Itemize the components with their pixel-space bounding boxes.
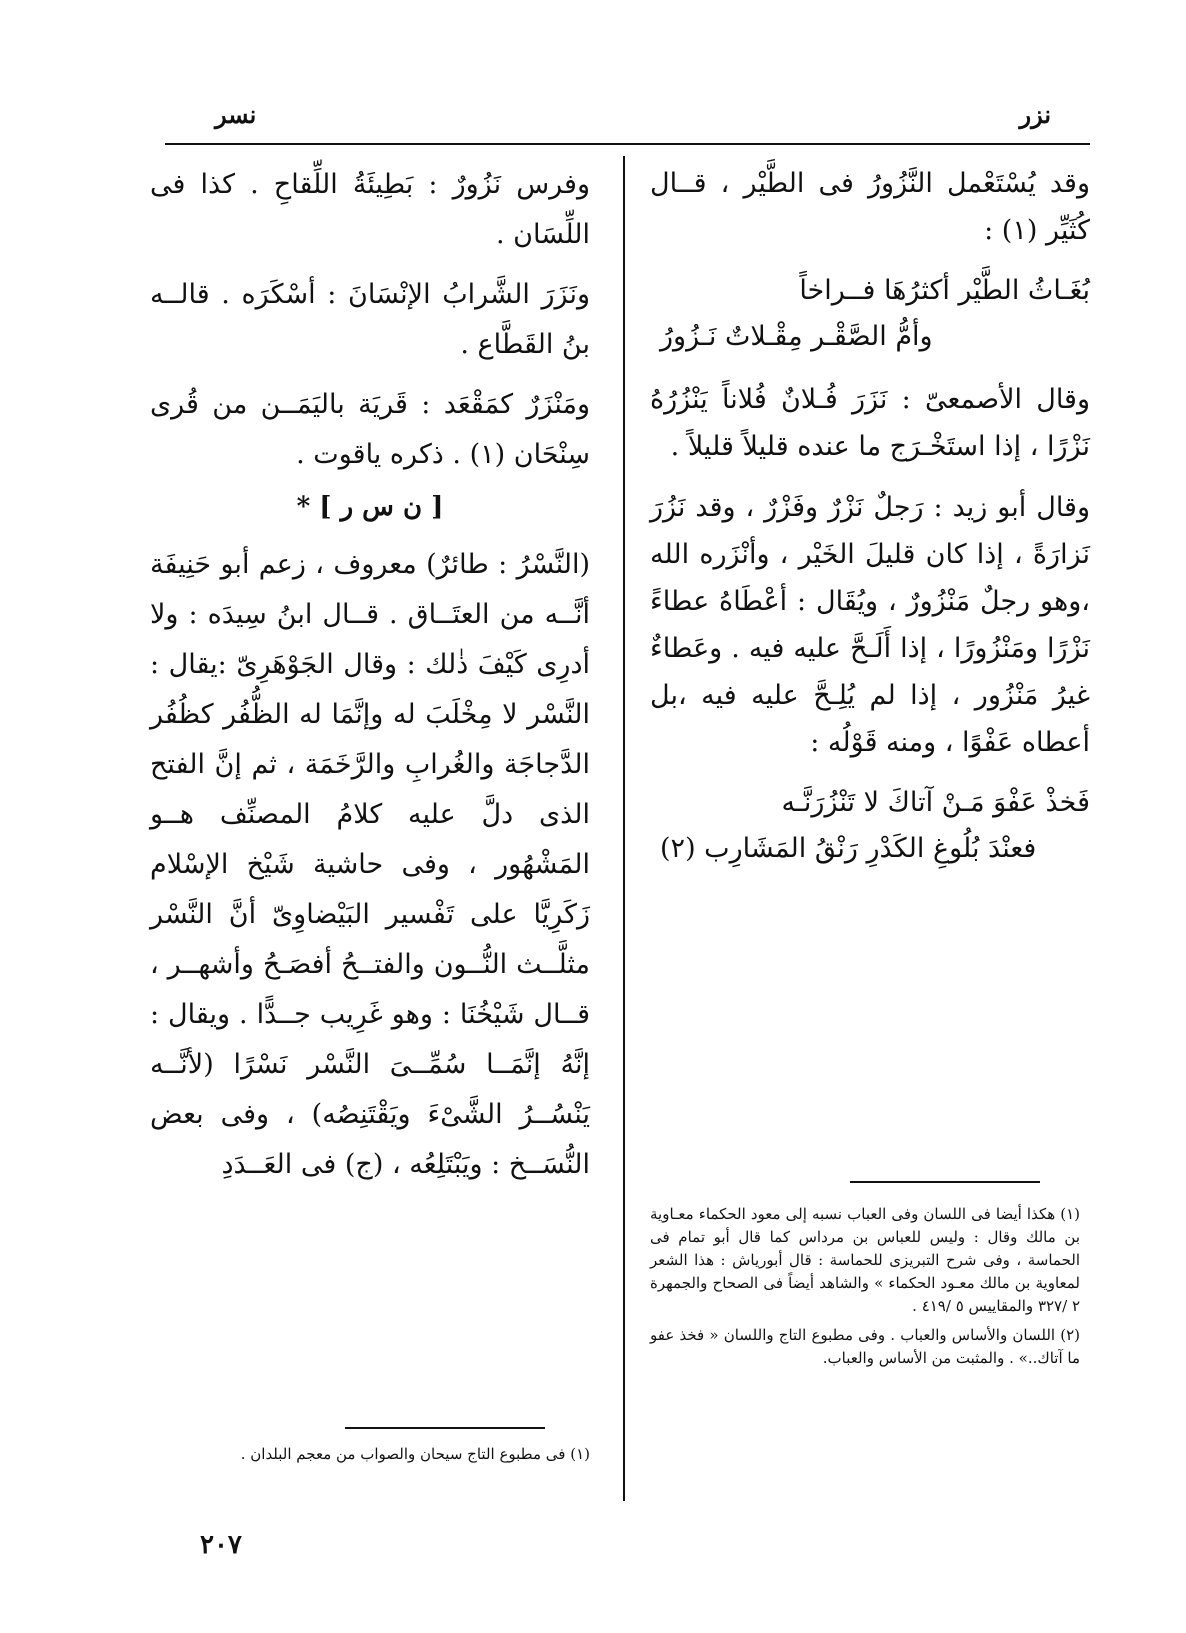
paragraph: ومَنْزَرٌ كمَقْعَد : قَريَة باليَمَــن من قُرى سِنْحَان (١) . ذكره ياقوت . [150,389,590,470]
column-divider [623,156,625,1501]
page-number: ٢٠٧ [200,1530,242,1560]
paragraph: وقد يُسْتَعْمل النَّزُورُ فى الطَّيْر ، قــال كُثَيِّر (١) : [650,168,1090,246]
paragraph: وقال الأصمعىّ : نَزَرَ فُـلانٌ فُلاناً يَنْزُرُهُ نَزْرًا ، إذا استَخْـرَج ما عنده قليلاً قليلاً . [650,384,1090,462]
footnote: (٢) اللسان والأساس والعباب . وفى مطبوع التاج واللسان « فخذ عفو ما آتاك..» . والمثبت من الأساس والعباب. [650,1326,1080,1367]
verse-line: فعنْدَ بُلُوغِ الكَدْرِ رَنْقُ المَشَارِب (٢) [660,833,1037,864]
footnote: (١) فى مطبوع التاج سيحان والصواب من معجم البلدان . [240,1445,590,1463]
header-rule [165,143,1090,145]
paragraph: ونَزَرَ الشَّرابُ الإنْسَانَ : أسْكَرَه . قالــه بنُ القَطَّاع . [150,279,590,360]
paragraph: (النَّسْرُ : طائرٌ) معروف ، زعم أبو حَنِيفَة أنَّــه من العتَــاق . قــال ابنُ سِيدَه : ولا أدرِى كَيْفَ ذٰلك : وقال الجَوْهَرِىّ :يقال : النَّسْر لا مِخْلَبَ له وإنَّمَا له الظُّفُر كظُفُر الدَّجاجَة والغُرابِ والرَّخَمَة ، ثم إنَّ الفتح الذى دلَّ عليه كلامُ المصنِّف هــو المَشْهُور ، وفى حاشية شَيْخ الإسْلام زَكَرِيَّا على تَفْسير البَيْضاوِىّ أنَّ النَّسْر مثلَّــث النُّــون والفتــحُ أفصَـحُ وأشهــر ، قــال شَيْخُنَا : وهو غَرِيب جــدًّا . ويقال : إنَّهُ إنَّمَــا سُمِّــىَ النَّسْر نَسْرًا (لأنَّــه يَنْسُــرُ الشَّىْءَ ويَقْتَنِصُه) ، وفى بعض النُّسَــخ : ويَبْتَلِعُه ، (ج) فى العَــدَدِ [150,549,590,1180]
right-column [650,160,1090,888]
running-header-right: نزر [1019,100,1051,129]
footnotes-right [650,1203,1080,1376]
footnote: (١) هكذا أيضا فى اللسان وفى العباب نسبه إلى معود الحكماء معـاوية بن مالك وقال : وليس للعباس بن مرداس كما قال أبو تمام فى الحماسة ، وفى شرح التبريزى للحماسة : قال أبورياش : هذا الشعر لمعاوية بن مالك معـود الحكماء » والشاهد أيضاً فى الصحاح والجمهرة ٢ /٣٢٧ والمقاييس ٥ /٤١٩ . [650,1205,1080,1315]
verse [650,780,1090,872]
verse-line: فَخذْ عَفْوَ مَـنْ آتاكَ لا تَنْزُرَنَّـه [781,787,1090,818]
verse-line: وأمُّ الصَّقْـر مِقْـلاتٌ نَـزُورُ [660,321,933,352]
paragraph: وفرس نَزُورٌ : بَطِيئَةُ اللِّقاحِ . كذا فى اللِّسَان . [150,169,590,250]
footnotes-left [150,1443,590,1472]
verse-line: بُغَـاثُ الطَّيْر أكثرُهَا فــراخاً [799,275,1090,306]
left-column [150,160,590,1200]
running-header-left: نسر [215,100,257,129]
verse [650,268,1090,360]
footnote-rule [850,1181,1040,1183]
footnote-rule [345,1427,545,1429]
entry-heading: [ ن س ر ] * [296,492,444,522]
paragraph: وقال أبو زيد : رَجلٌ نَزْرٌ وفَزْرٌ ، وقد نَزُرَ نَزارَةً ، إذا كان قليلَ الخَيْر ، وأنْزَره الله ،وهو رجلٌ مَنْزُورٌ ، ويُقَال : أعْطَاهُ عطاءً نَزْرًا ومَنْزُورًا ، إذا أَلَـحَّ عليه فيه . وعَطاءٌ غيرُ مَنْزُور ، إذا لم يُلِـحَّ عليه فيه ،بل أعطاه عَفْوًا ، ومنه قَوْلُه : [650,492,1090,758]
